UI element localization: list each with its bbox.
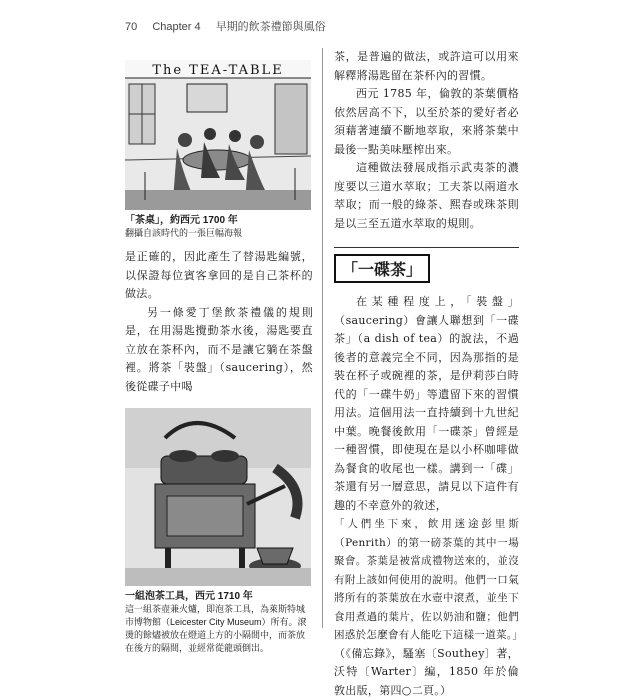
left-column bbox=[125, 60, 313, 655]
tea-kettle-illustration bbox=[125, 408, 311, 586]
quotation: 「人們坐下來，飲用迷途彭里斯（Penrith）的第一磅茶葉的其中一場聚會。茶葉是被當成禮物送來的，並沒有附上該如何使用的說明。他們一口氣將所有的茶葉放在水壺中滾煮，並坐下食用煮過的葉片，佐以奶油和鹽；他們困惑於怎麼會有人能吃下這樣一道菜。」 bbox=[334, 515, 519, 645]
tea-table-illustration bbox=[125, 60, 311, 210]
running-header bbox=[125, 18, 338, 34]
left-paragraph-2: 另一條愛丁堡飲茶禮儀的規則是，在用湯匙攪動茶水後，湯匙要直立放在茶杯內，而不是讓它躺在茶盤裡。將茶「裝盤」（saucering），然後從碟子中喝 bbox=[125, 304, 313, 397]
left-paragraph-1: 是正確的，因此產生了替湯匙編號，以保證每位賓客拿回的是自己茶杯的做法。 bbox=[125, 248, 313, 304]
right-paragraph-4: 在某種程度上，「裝盤」（saucering）會讓人聯想到「一碟茶」（a dish of tea）的說法，不過後者的意義完全不同，因為那指的是裝在杯子或碗裡的茶，是伊莉莎白時代的「一碟牛奶」等遺留下來的習慣用法。這個用法一直持續到十九世紀中葉。晚餐後飲用「一碟茶」曾經是一種習慣，即使現在是以小杯咖啡做為餐食的收尾也一樣。講到一「碟」茶還有另一層意思，請見以下這件有趣的不幸意外的敘述， bbox=[334, 293, 519, 515]
right-column bbox=[334, 48, 519, 700]
tea-table-engraving bbox=[125, 60, 311, 210]
figure2-caption bbox=[125, 590, 313, 655]
chapter-title: 早期的飲茶禮節與風俗 bbox=[216, 21, 326, 33]
figure1-caption bbox=[125, 214, 313, 240]
engraving-banner: The TEA-TABLE bbox=[152, 63, 283, 78]
column-divider bbox=[322, 48, 323, 628]
section-heading bbox=[334, 247, 519, 283]
right-paragraph-2: 西元 1785 年，倫敦的茶葉價格依然居高不下，以至於茶的愛好者必須藉著連續不斷地萃取，來將茶葉中最後一點美味壓榨出來。 bbox=[334, 85, 519, 159]
tea-kettle-photo bbox=[125, 408, 311, 586]
figure2-caption-description: 這一組茶壺兼火爐，即泡茶工具，為萊斯特城市博物館（Leicester City Museum）所有。滾燙的餘燼被放在燈道上方的小隔間中，而茶放在後方的隔間，並經常從龍頭倒出。 bbox=[125, 603, 313, 655]
right-paragraph-3: 這種做法發展成指示武夷茶的濃度要以三道水萃取；工夫茶以兩道水萃取；而一般的綠茶、熙春或珠茶則是以三至五道水萃取的規則。 bbox=[334, 159, 519, 233]
chapter-label: Chapter 4 bbox=[152, 21, 200, 33]
citation: （《備忘錄》，騷塞〔Southey〕著，沃特〔Warter〕編，1850 年於倫敦出版，第四○二頁。） bbox=[334, 645, 519, 700]
page-number: 70 bbox=[125, 21, 137, 33]
right-paragraph-1: 茶，是普遍的做法，或許這可以用來解釋將湯匙留在茶杯內的習慣。 bbox=[334, 48, 519, 85]
figure2-caption-title: 一組泡茶工具，西元 1710 年 bbox=[125, 590, 313, 603]
figure1-caption-title: 「茶桌」，約西元 1700 年 bbox=[125, 214, 313, 227]
section-title: 「一碟茶」 bbox=[334, 254, 430, 283]
figure1-caption-description: 翻攝自該時代的一張巨幅海報 bbox=[125, 227, 313, 240]
